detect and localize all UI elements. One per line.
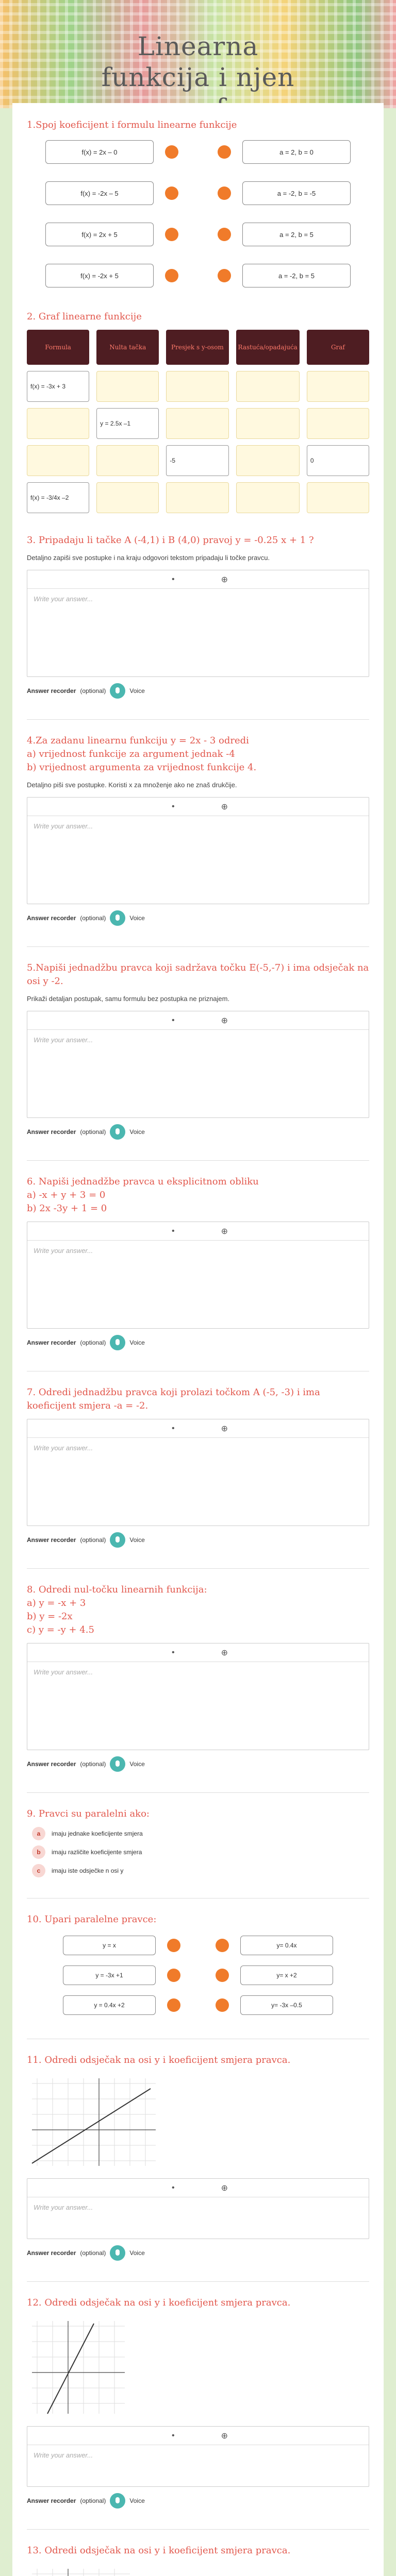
answer-box <box>27 2178 369 2239</box>
table-input-cell[interactable] <box>307 408 369 439</box>
table-header: Presjek s y-osom <box>166 330 228 365</box>
table-header: Rastuća/opadajuća <box>236 330 300 365</box>
bullet-list-icon[interactable]: • <box>172 1423 175 1433</box>
microphone-icon[interactable] <box>110 1532 125 1548</box>
question-title: 5.Napiši jednadžbu pravca koji sadržava točku E(-5,-7) i ima odsječak na osi y -2. <box>27 962 369 987</box>
table-cell: 0 <box>307 445 369 476</box>
table-input-cell[interactable] <box>166 482 228 513</box>
match-dot[interactable] <box>167 1998 180 2012</box>
question-9 <box>27 1807 369 1877</box>
match-dot[interactable] <box>167 1939 180 1952</box>
question-8 <box>27 1583 369 1772</box>
line-graph <box>27 2073 369 2171</box>
match-pair <box>63 1965 333 1985</box>
answer-box <box>27 1643 369 1750</box>
answer-recorder: Answer recorder (optional) Voice <box>27 683 369 699</box>
question-instructions: Detaljno zapiši sve postupke i na kraju odgovori tekstom pripadaju li točke pravcu. <box>27 554 270 562</box>
question-title: 6. Napiši jednadžbe pravca u eksplicitnom obliku a) -x + y + 3 = 0 b) 2x -3y + 1 = 0 <box>27 1176 259 1214</box>
line-graph <box>27 2564 369 2576</box>
answer-option[interactable]: b imaju različite koeficijente smjera <box>32 1845 369 1859</box>
microphone-icon[interactable] <box>110 2245 125 2261</box>
microphone-icon[interactable] <box>110 1335 125 1350</box>
match-dot[interactable] <box>218 187 231 200</box>
table-input-cell[interactable] <box>96 371 159 402</box>
answer-option[interactable]: a imaju jednake koeficijente smjera <box>32 1827 369 1840</box>
question-instructions: Prikaži detaljan postupak, samu formulu bez postupka ne priznajem. <box>27 995 230 1003</box>
answer-toolbar <box>27 2179 369 2197</box>
question-title: 13. Odredi odsječak na osi y i koeficijent smjera pravca. <box>27 2545 291 2556</box>
table-header: Formula <box>27 330 89 365</box>
question-4 <box>27 734 369 926</box>
question-12 <box>27 2296 369 2509</box>
function-table <box>27 330 369 513</box>
answer-input[interactable]: Write your answer... <box>34 1036 93 1044</box>
answer-input[interactable]: Write your answer... <box>34 1247 93 1255</box>
answer-input[interactable]: Write your answer... <box>34 1668 93 1676</box>
question-title: 3. Pripadaju li tačke A (-4,1) i B (4,0) pravoj y = -0.25 x + 1 ? <box>27 535 314 546</box>
answer-toolbar <box>27 1419 369 1438</box>
bullet-list-icon[interactable]: • <box>172 574 175 584</box>
math-symbol-icon[interactable]: ⊕ <box>221 2431 228 2441</box>
math-symbol-icon[interactable]: ⊕ <box>221 1227 228 1236</box>
answer-toolbar <box>27 1222 369 1241</box>
answer-input[interactable]: Write your answer... <box>34 822 93 830</box>
answer-box <box>27 2426 369 2487</box>
match-dot[interactable] <box>165 228 178 241</box>
bullet-list-icon[interactable]: • <box>172 1015 175 1025</box>
table-cell: f(x) = -3/4x –2 <box>27 482 89 513</box>
answer-recorder: Answer recorder (optional) Voice <box>27 2245 369 2261</box>
bullet-list-icon[interactable]: • <box>172 2431 175 2440</box>
table-input-cell[interactable] <box>307 482 369 513</box>
bullet-list-icon[interactable]: • <box>172 1226 175 1235</box>
line-graph <box>27 2316 369 2419</box>
math-symbol-icon[interactable]: ⊕ <box>221 1424 228 1433</box>
match-right-item[interactable]: a = 2, b = 0 <box>242 140 351 164</box>
table-input-cell[interactable] <box>27 445 89 476</box>
match-right-item[interactable]: a = 2, b = 5 <box>242 223 351 246</box>
table-input-cell[interactable] <box>236 371 300 402</box>
question-11 <box>27 2054 369 2261</box>
microphone-icon[interactable] <box>110 1756 125 1772</box>
bullet-list-icon[interactable]: • <box>172 2183 175 2192</box>
match-pair <box>63 1995 333 2015</box>
answer-toolbar <box>27 2427 369 2445</box>
match-pair <box>45 223 351 246</box>
math-symbol-icon[interactable]: ⊕ <box>221 1648 228 1657</box>
question-title: 1.Spoj koeficijent i formulu linearne funkcije <box>27 120 237 130</box>
question-title: 12. Odredi odsječak na osi y i koeficijent smjera pravca. <box>27 2297 291 2308</box>
math-symbol-icon[interactable]: ⊕ <box>221 1016 228 1025</box>
match-pair <box>45 264 351 287</box>
microphone-icon[interactable] <box>110 683 125 699</box>
table-header: Graf <box>307 330 369 365</box>
question-10 <box>27 1913 369 2018</box>
question-title: 9. Pravci su paralelni ako: <box>27 1808 150 1819</box>
match-left-item[interactable]: y = 0.4x +2 <box>63 1995 156 2015</box>
match-right-item[interactable]: y= 0.4x <box>240 1936 333 1955</box>
table-input-cell[interactable] <box>27 408 89 439</box>
table-cell: -5 <box>166 445 228 476</box>
match-dot[interactable] <box>216 1939 229 1952</box>
question-title: 4.Za zadanu linearnu funkciju y = 2x - 3 odredi a) vrijednost funkcije za argument jednak -4 b) vrijednost argumenta za vrijednost funkcije 4. <box>27 735 257 773</box>
match-left-item[interactable]: y = -3x +1 <box>63 1965 156 1985</box>
question-title: 2. Graf linearne funkcije <box>27 311 142 322</box>
answer-recorder: Answer recorder (optional) Voice <box>27 910 369 926</box>
answer-recorder: Answer recorder (optional) Voice <box>27 1335 369 1350</box>
table-header: Nulta tačka <box>96 330 159 365</box>
math-symbol-icon[interactable]: ⊕ <box>221 575 228 584</box>
match-left-item[interactable]: f(x) = 2x – 0 <box>45 140 154 164</box>
answer-toolbar <box>27 1643 369 1662</box>
page-title: Linearna funkcija i njen <box>101 31 295 92</box>
question-3 <box>27 534 369 699</box>
table-input-cell[interactable] <box>96 482 159 513</box>
match-dot[interactable] <box>167 1969 180 1982</box>
answer-input[interactable]: Write your answer... <box>34 1444 93 1452</box>
answer-toolbar <box>27 1011 369 1030</box>
table-input-cell[interactable] <box>236 482 300 513</box>
match-dot[interactable] <box>165 187 178 200</box>
answer-recorder: Answer recorder (optional) Voice <box>27 1532 369 1548</box>
match-left-item[interactable]: y = x <box>63 1936 156 1955</box>
answer-recorder: Answer recorder (optional) Voice <box>27 1756 369 1772</box>
table-cell: f(x) = -3x + 3 <box>27 371 89 402</box>
match-dot[interactable] <box>218 145 231 159</box>
match-pair <box>45 140 351 164</box>
match-right-item[interactable]: y= -3x –0.5 <box>240 1995 333 2015</box>
answer-input[interactable]: Write your answer... <box>34 2451 93 2459</box>
header-banner <box>0 0 396 108</box>
question-13 <box>27 2544 369 2576</box>
table-input-cell[interactable] <box>166 408 228 439</box>
match-dot[interactable] <box>218 228 231 241</box>
question-1 <box>27 118 369 290</box>
match-dot[interactable] <box>165 269 178 282</box>
match-dot[interactable] <box>218 269 231 282</box>
answer-box <box>27 1011 369 1118</box>
match-dot[interactable] <box>216 1969 229 1982</box>
question-title: 8. Odredi nul-točku linearnih funkcija: a) y = -x + 3 b) y = -2x c) y = -y + 4.5 <box>27 1584 207 1635</box>
bullet-list-icon[interactable]: • <box>172 1648 175 1657</box>
microphone-icon[interactable] <box>110 2493 125 2509</box>
match-dot[interactable] <box>216 1998 229 2012</box>
match-left-item[interactable]: f(x) = -2x + 5 <box>45 264 154 287</box>
answer-input[interactable]: Write your answer... <box>34 2204 93 2211</box>
match-pair <box>63 1936 333 1955</box>
answer-option[interactable]: c imaju iste odsječke n osi y <box>32 1864 369 1877</box>
bullet-list-icon[interactable]: • <box>172 802 175 811</box>
table-input-cell[interactable] <box>166 371 228 402</box>
answer-box <box>27 797 369 904</box>
table-input-cell[interactable] <box>307 371 369 402</box>
question-title: 7. Odredi jednadžbu pravca koji prolazi točkom A (-5, -3) i ima koeficijent smjera -a = -2. <box>27 1387 320 1411</box>
match-right-item[interactable]: a = -2, b = 5 <box>242 264 351 287</box>
question-title: 11. Odredi odsječak na osi y i koeficijent smjera pravca. <box>27 2055 291 2065</box>
answer-box <box>27 570 369 677</box>
question-2 <box>27 310 369 513</box>
answer-recorder: Answer recorder (optional) Voice <box>27 1124 369 1140</box>
question-instructions: Detaljno piši sve postupke. Koristi x za množenje ako ne znaš drukčije. <box>27 781 237 789</box>
answer-toolbar <box>27 570 369 589</box>
math-symbol-icon[interactable]: ⊕ <box>221 802 228 811</box>
match-left-item[interactable]: f(x) = -2x – 5 <box>45 181 154 205</box>
microphone-icon[interactable] <box>110 910 125 926</box>
match-right-item[interactable]: a = -2, b = -5 <box>242 181 351 205</box>
table-input-cell[interactable] <box>236 408 300 439</box>
table-input-cell[interactable] <box>96 445 159 476</box>
answer-input[interactable]: Write your answer... <box>34 595 93 603</box>
answer-box <box>27 1222 369 1329</box>
match-right-item[interactable]: y= x +2 <box>240 1965 333 1985</box>
question-6 <box>27 1175 369 1350</box>
question-title: 10. Upari paralelne pravce: <box>27 1914 157 1925</box>
match-pair <box>45 181 351 205</box>
table-cell: y = 2.5x –1 <box>96 408 159 439</box>
math-symbol-icon[interactable]: ⊕ <box>221 2183 228 2193</box>
worksheet <box>12 103 384 2576</box>
answer-toolbar <box>27 798 369 816</box>
match-dot[interactable] <box>165 145 178 159</box>
answer-recorder: Answer recorder (optional) Voice <box>27 2493 369 2509</box>
match-left-item[interactable]: f(x) = 2x + 5 <box>45 223 154 246</box>
microphone-icon[interactable] <box>110 1124 125 1140</box>
question-5 <box>27 961 369 1140</box>
answer-box <box>27 1419 369 1526</box>
table-input-cell[interactable] <box>236 445 300 476</box>
question-7 <box>27 1386 369 1548</box>
